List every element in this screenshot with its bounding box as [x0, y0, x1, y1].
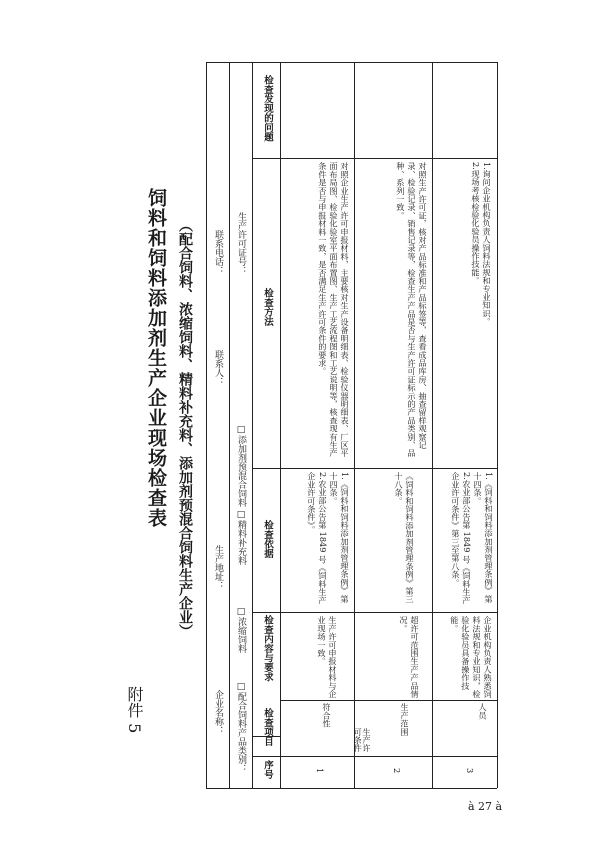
product-category-label: 产品类别：: [236, 728, 246, 773]
header-content: 检查内容与要求: [262, 615, 273, 682]
row-3-method: 1.询问企业机构负责人饲料法规和专业知识。 2.现场考核检验化验员操作技能。: [470, 162, 492, 326]
row-3-basis: 1.《饲料和饲料添加剂管理条例》第十四条。 2.农业部公告第 1849 号《饲料生产企业许可条件》第三至第八条。: [450, 472, 494, 605]
license-number-label: 生产许可证号：: [236, 212, 246, 275]
company-name-label: 企业名称：: [213, 690, 223, 735]
group-label: 生产许可条件: [353, 728, 371, 752]
page-title: 饲料和饲料添加剂生产企业现场检查表: [145, 188, 167, 528]
row-1-method: 对照企业生产许可申报材料，主要核对生产设备明细表、检验仪器明细表、厂区平面布局图、检验化验室平面布置图、生产工艺流程图和工艺说明等，核查现有生产条件是否与申报材料一致，是否满足生产许可条件的要求。: [317, 162, 350, 458]
row-1-basis: 1.《饲料和饲料添加剂管理条例》第十四条。 2.农业部公告第 1849 号《饲料生产企业许可条件》。: [306, 472, 350, 605]
row-2-method: 对照生产许可证，核对产品标准和产品标签等，查看成品库房、抽查留样观察记录、检验记录、销售记录等，检查生产产品是否与生产许可证标示的产品类别、品种、系列一致。: [395, 162, 428, 458]
page-subtitle: （配合饲料、浓缩饲料、精料补充料、添加剂预混合饲料生产企业）: [177, 218, 193, 638]
option-compound-feed[interactable]: □配合饲料: [236, 682, 246, 728]
row-3-no: 3: [465, 768, 475, 774]
row-3-content: 企业机构负责人熟悉饲料法规和专业知识，检验化验员具备操作技能。: [449, 616, 493, 698]
row-1-no: 1: [315, 768, 325, 774]
row-1-content: 生产许可申报材料与企业现场一致。: [316, 616, 338, 698]
row-2-basis: 《饲料和饲料添加剂管理条例》第三十八条。: [393, 472, 415, 604]
option-supplementary-feed[interactable]: □精料补充料: [236, 510, 246, 565]
row-2-sub: 生产范围: [400, 703, 410, 736]
header-method: 检查方法: [262, 288, 273, 326]
header-basis: 检查依据: [262, 520, 273, 558]
row-2-no: 2: [392, 768, 402, 774]
header-no: 序号: [262, 760, 273, 779]
attachment-label: 附件 5: [125, 686, 144, 734]
production-address-label: 生产地址：: [213, 545, 223, 590]
page-number: à 27 à: [468, 800, 503, 813]
option-premix-feed[interactable]: □添加剂预混合饲料: [236, 425, 246, 507]
option-concentrate-feed[interactable]: □浓缩饲料: [236, 607, 246, 653]
header-item: 检查项目: [262, 708, 273, 746]
header-issues: 检查发现的问题: [262, 75, 273, 142]
row-2-content: 超许可范围生产产品情况。: [398, 616, 420, 698]
row-1-sub: 符合性: [322, 703, 332, 728]
row-3-sub: 人员: [478, 703, 488, 720]
contact-phone-label: 联系电话：: [213, 230, 223, 275]
contact-person-label: 联系人：: [213, 350, 223, 386]
